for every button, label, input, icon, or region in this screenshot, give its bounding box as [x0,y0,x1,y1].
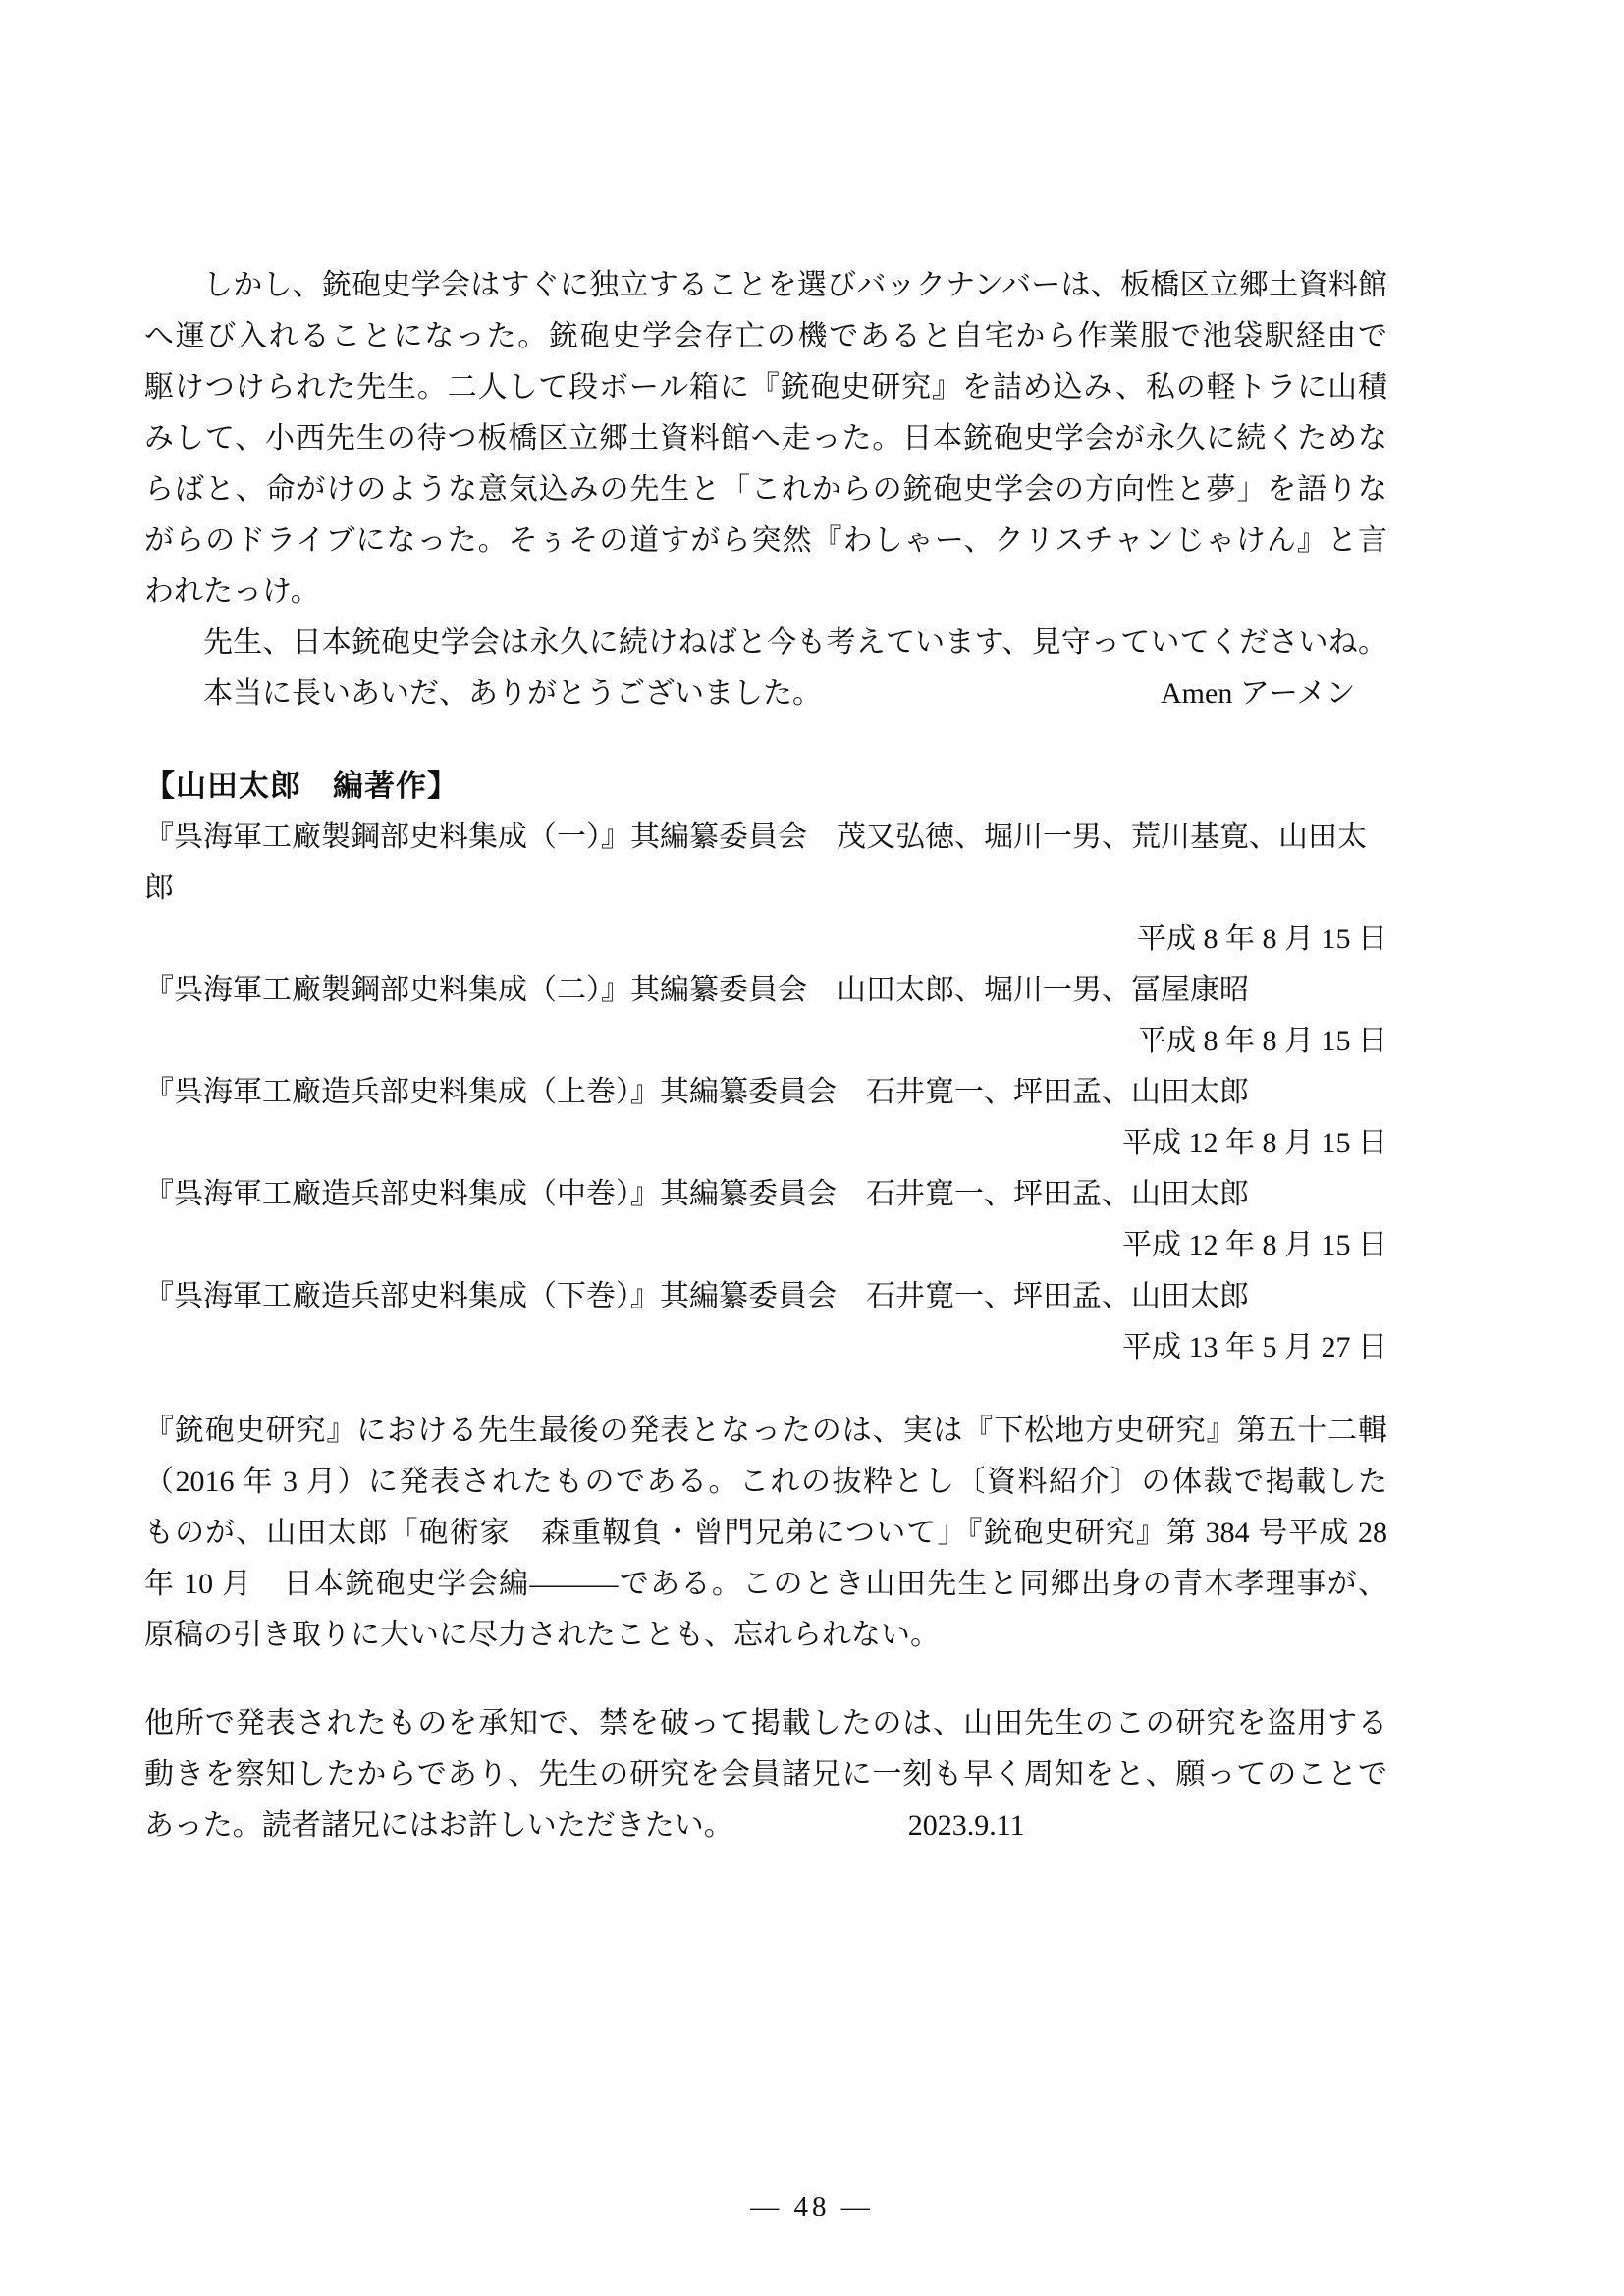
work-item [144,965,1387,1067]
text-line: しかし、銃砲史学会はすぐに独立することを選びバックナンバーは、板橋区立郷土資料館 [203,269,1387,301]
text-line: 年 10 月 日本銃砲史学会編―――である。このとき山田先生と同郷出身の青木孝理事が、 [144,1568,1387,1600]
text-line: 動きを察知したからであり、先生の研究を会員諸兄に一刻も早く周知をと、願ってのことで [144,1758,1387,1790]
paragraph-1 [144,260,1387,617]
work-entry: 『呉海軍工廠造兵部史料集成（下巻）』其編纂委員会 石井寛一、坪田孟、山田太郎 [144,1280,1249,1312]
thanks-line [144,668,1387,720]
text-line: へ運び入れることになった。銃砲史学会存亡の機であると自宅から作業服で池袋駅経由で [144,320,1387,352]
text-line: 『銃砲史研究』における先生最後の発表となったのは、実は『下松地方史研究』第五十二輯 [144,1415,1387,1447]
closing-lines [144,617,1387,720]
page-number: ― 48 ― [750,2191,874,2222]
works-section [144,761,1387,1373]
works-heading: 【山田太郎 編著作】 [144,769,459,803]
paragraph-3 [144,1698,1387,1851]
work-item [144,1067,1387,1169]
text-line: 原稿の引き取りに大いに尽力されたことも、忘れられない。 [144,1619,940,1651]
work-item [144,812,1387,965]
work-entry: 『呉海軍工廠製鋼部史料集成（一）』其編纂委員会 茂又弘徳、堀川一男、荒川基寛、山田太郎 [144,821,1367,904]
work-date: 平成 12 年 8 月 15 日 [1122,1127,1387,1159]
text-line: ものが、山田太郎「砲術家 森重靱負・曾門兄弟について」『銃砲史研究』第 384 号平成 28 [144,1517,1387,1549]
work-date: 平成 12 年 8 月 15 日 [1122,1229,1387,1261]
text-line: みして、小西先生の待つ板橋区立郷土資料館へ走った。日本銃砲史学会が永久に続くためな [144,422,1387,454]
document-content [144,260,1387,1851]
work-entry: 『呉海軍工廠造兵部史料集成（上巻）』其編纂委員会 石井寛一、坪田孟、山田太郎 [144,1076,1249,1108]
text-line: 他所で発表されたものを承知で、禁を破って掲載したのは、山田先生のこの研究を盗用する [144,1707,1387,1739]
thanks-text: 本当に長いあいだ、ありがとうございました。 [203,677,822,710]
work-date: 平成 8 年 8 月 15 日 [1137,923,1387,955]
signature-date: 2023.9.11 [907,1809,1025,1842]
work-entry: 『呉海軍工廠製鋼部史料集成（二）』其編纂委員会 山田太郎、堀川一男、冨屋康昭 [144,974,1249,1006]
text-line: がらのドライブになった。そぅその道すがら突然『わしゃー、クリスチャンじゃけん』と言 [144,524,1387,557]
signature-line [144,1800,1387,1851]
text-line: 駆けつけられた先生。二人して段ボール箱に『銃砲史研究』を詰め込み、私の軽トラに山積 [144,371,1387,403]
paragraph-2 [144,1406,1387,1661]
farewell-line: 先生、日本銃砲史学会は永久に続けねばと今も考えています、見守っていてくださいね。 [203,626,1387,659]
text-line: われたっけ。 [144,575,320,608]
work-date: 平成 8 年 8 月 15 日 [1137,1025,1387,1057]
work-item [144,1169,1387,1271]
work-date: 平成 13 年 5 月 27 日 [1122,1331,1387,1363]
amen-text: Amen アーメン [1161,677,1356,710]
signature-text: あった。読者諸兄にはお許しいただきたい。 [144,1809,733,1842]
text-line: らばと、命がけのような意気込みの先生と「これからの銃砲史学会の方向性と夢」を語りな [144,473,1387,506]
work-entry: 『呉海軍工廠造兵部史料集成（中巻）』其編纂委員会 石井寛一、坪田孟、山田太郎 [144,1178,1249,1210]
work-item [144,1271,1387,1373]
text-line: （2016 年 3 月）に発表されたものである。これの抜粋とし〔資料紹介〕の体裁で掲載した [144,1466,1387,1498]
